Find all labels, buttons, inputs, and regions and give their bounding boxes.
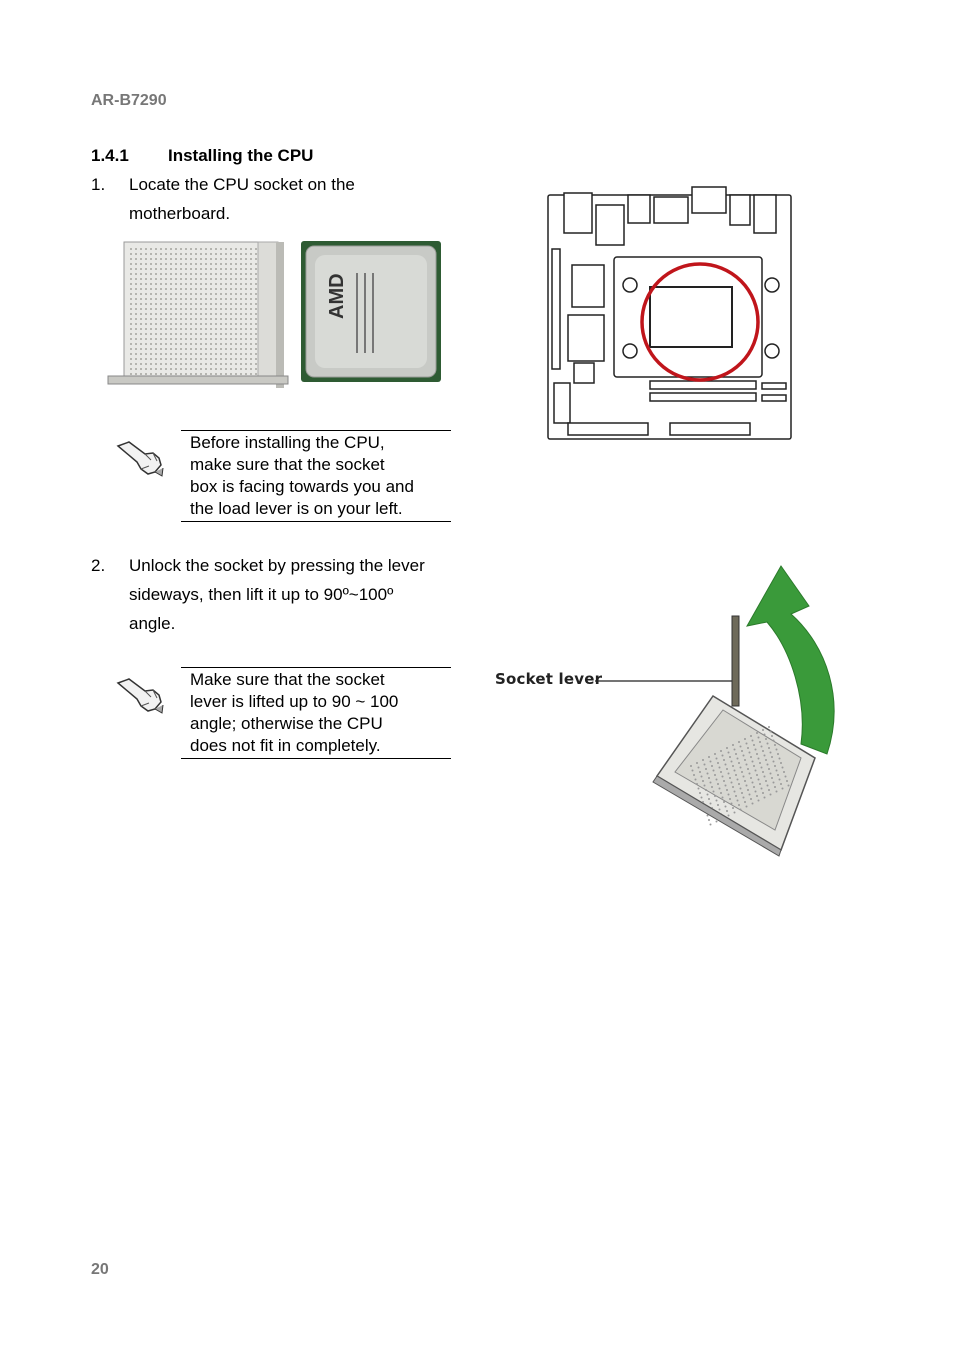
step-1-line-2: motherboard. <box>129 204 231 223</box>
note-1-line-2: make sure that the socket <box>190 455 385 474</box>
cpu-chip-logo: AMD <box>326 273 348 319</box>
step-1-line-1: Locate the CPU socket on the <box>129 175 355 194</box>
socket-lever-diagram <box>595 560 850 855</box>
note-1-line-3: box is facing towards you and <box>190 477 414 496</box>
step-2-line-2: sideways, then lift it up to 90º~100º <box>129 585 394 604</box>
step-1-number: 1. <box>91 175 106 194</box>
note-2-line-3: angle; otherwise the CPU <box>190 714 383 733</box>
motherboard-diagram <box>546 183 793 441</box>
step-1-text <box>129 170 355 228</box>
note-1-line-4: the load lever is on your left. <box>190 499 403 518</box>
step-2-line-3: angle. <box>129 614 176 633</box>
hand-pointer-icon <box>115 675 167 715</box>
section-title: Installing the CPU <box>168 146 314 165</box>
note-2 <box>181 667 451 759</box>
step-2-line-1: Unlock the socket by pressing the lever <box>129 556 425 575</box>
socket-lever-label: Socket lever <box>495 670 603 688</box>
cpu-socket-photo <box>108 240 293 388</box>
note-2-line-2: lever is lifted up to 90 ~ 100 <box>190 692 399 711</box>
note-2-line-1: Make sure that the socket <box>190 670 385 689</box>
page-number: 20 <box>91 1261 109 1278</box>
note-2-line-4: does not fit in completely. <box>190 736 381 755</box>
document-model-header: AR-B7290 <box>91 92 167 109</box>
cpu-chip-photo <box>301 241 441 382</box>
hand-pointer-icon <box>115 438 167 478</box>
step-2-number: 2. <box>91 556 106 575</box>
step-2-text <box>129 551 425 638</box>
note-1-line-1: Before installing the CPU, <box>190 433 385 452</box>
note-1 <box>181 430 451 522</box>
section-number: 1.4.1 <box>91 146 129 165</box>
